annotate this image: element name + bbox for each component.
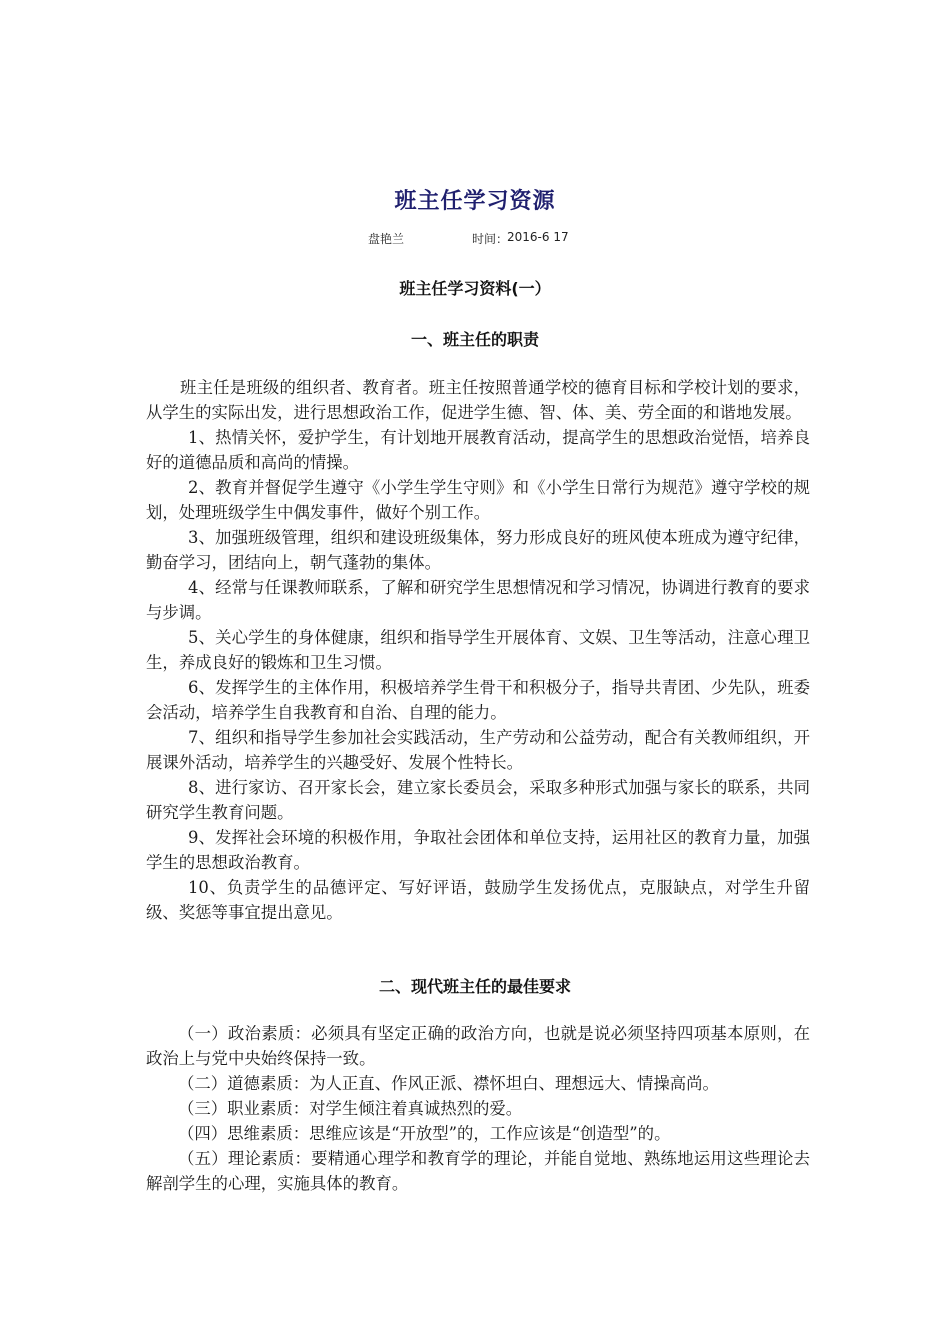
section1-body bbox=[146, 375, 810, 925]
requirement-item-4: （四）思维素质：思维应该是“开放型”的，工作应该是“创造型”的。 bbox=[178, 1124, 671, 1143]
series-heading: 班主任学习资料(一） bbox=[399, 279, 551, 298]
duty-item-3: 3、加强班级管理，组织和建设班级集体，努力形成良好的班风使本班成为遵守纪律，勤奋学习，团结向上，朝气蓬勃的集体。 bbox=[146, 528, 810, 572]
section1-heading: 一、班主任的职责 bbox=[410, 330, 539, 349]
section2-heading: 二、现代班主任的最佳要求 bbox=[378, 977, 571, 996]
requirement-item-2: （二）道德素质：为人正直、作风正派、襟怀坦白、理想远大、情操高尚。 bbox=[178, 1074, 719, 1093]
requirement-item-5: （五）理论素质：要精通心理学和教育学的理论，并能自觉地、熟练地运用这些理论去解剖学生的心理，实施具体的教育。 bbox=[146, 1149, 810, 1193]
document-title: 班主任学习资源 bbox=[394, 189, 556, 214]
duty-item-10: 10、负责学生的品德评定、写好评语，鼓励学生发扬优点，克服缺点，对学生升留级、奖惩等事宜提出意见。 bbox=[146, 878, 810, 922]
time-value: 2016-6 17 bbox=[507, 230, 569, 244]
duty-item-7: 7、组织和指导学生参加社会实践活动，生产劳动和公益劳动，配合有关教师组织，开展课外活动，培养学生的兴趣受好、发展个性特长。 bbox=[146, 728, 810, 772]
time-label: 时间： bbox=[472, 232, 509, 246]
duty-item-6: 6、发挥学生的主体作用，积极培养学生骨干和积极分子，指导共青团、少先队，班委会活动，培养学生自我教育和自治、自理的能力。 bbox=[146, 678, 810, 722]
duty-item-1: 1、热情关怀，爱护学生，有计划地开展教育活动，提高学生的思想政治觉悟，培养良好的道德品质和高尚的情操。 bbox=[146, 428, 810, 472]
duty-item-2: 2、教育并督促学生遵守《小学生学生守则》和《小学生日常行为规范》遵守学校的规划，处理班级学生中偶发事件，做好个别工作。 bbox=[146, 478, 810, 522]
requirement-item-3: （三）职业素质：对学生倾注着真诚热烈的爱。 bbox=[178, 1099, 523, 1118]
section1-intro-paragraph: 班主任是班级的组织者、教育者。班主任按照普通学校的德育目标和学校计划的要求，从学生的实际出发，进行思想政治工作，促进学生德、智、体、美、劳全面的和谐地发展。 bbox=[146, 378, 810, 422]
duty-item-9: 9、发挥社会环境的积极作用，争取社会团体和单位支持，运用社区的教育力量，加强学生的思想政治教育。 bbox=[146, 828, 810, 872]
duty-item-8: 8、进行家访、召开家长会，建立家长委员会，采取多种形式加强与家长的联系，共同研究学生教育问题。 bbox=[146, 778, 810, 822]
requirement-item-1: （一）政治素质：必须具有坚定正确的政治方向，也就是说必须坚持四项基本原则，在政治上与党中央始终保持一致。 bbox=[146, 1024, 810, 1068]
section2-body bbox=[146, 1021, 810, 1196]
duty-item-5: 5、关心学生的身体健康，组织和指导学生开展体育、文娱、卫生等活动，注意心理卫生，养成良好的锻炼和卫生习惯。 bbox=[146, 628, 810, 672]
duty-item-4: 4、经常与任课教师联系，了解和研究学生思想情况和学习情况，协调进行教育的要求与步调。 bbox=[146, 578, 810, 622]
author-name: 盘艳兰 bbox=[368, 232, 405, 246]
